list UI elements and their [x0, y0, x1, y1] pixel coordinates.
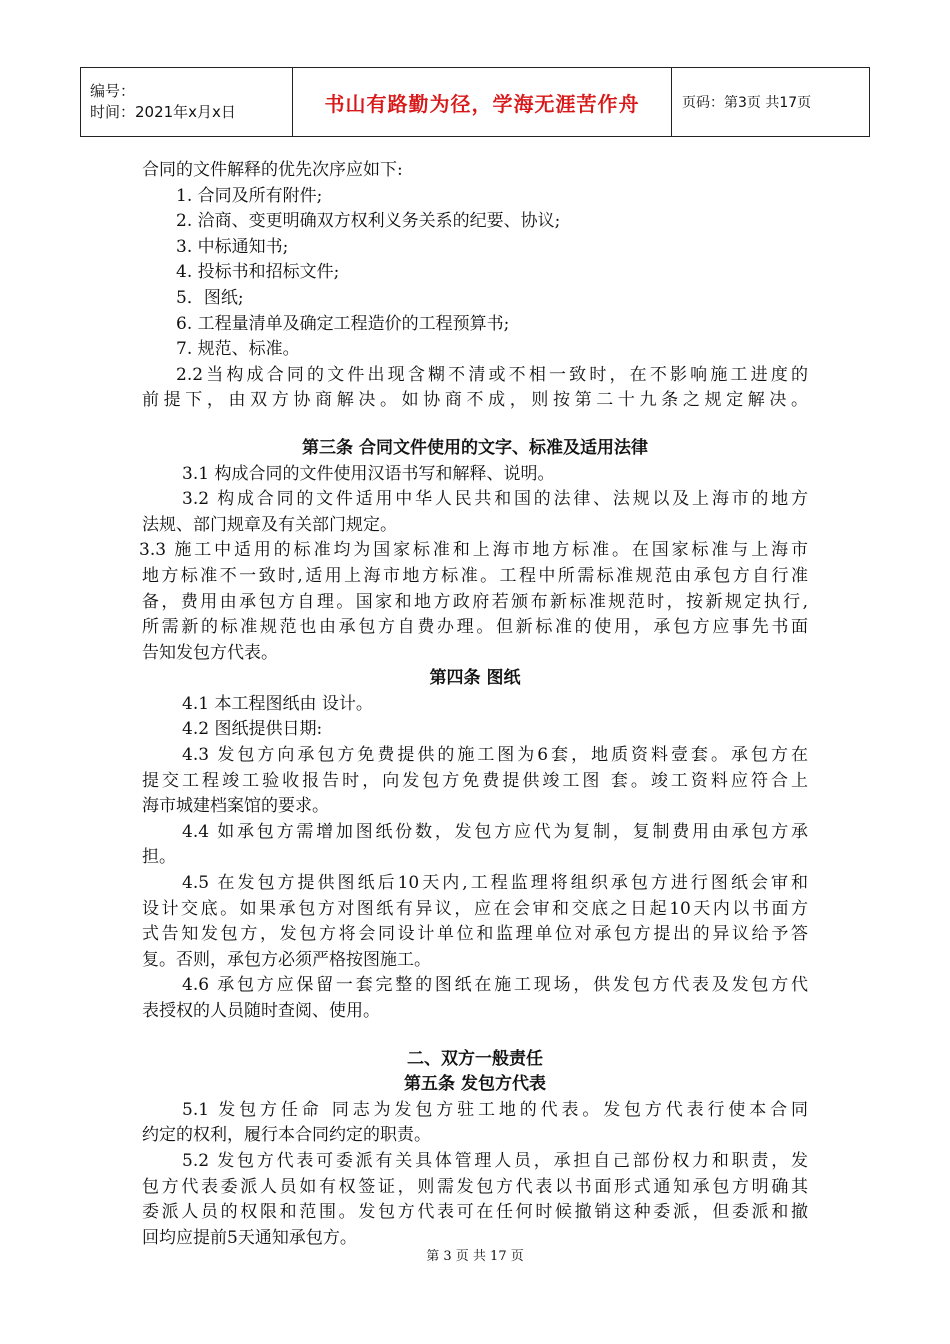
- clause-4-3-line-1: 4.3 发包方向承包方免费提供的施工图为6套，地质资料壹套。承包方在: [182, 745, 808, 766]
- clause-3-2-line-2: 法规、部门规章及有关部门规定。: [142, 514, 397, 535]
- priority-intro: 合同的文件解释的优先次序应如下:: [142, 160, 403, 180]
- page-footer: 第 3 页 共 17 页: [426, 1249, 524, 1264]
- clause-3-3-line-1: 3.3 施工中适用的标准均为国家标准和上海市地方标准。在国家标准与上海市: [139, 540, 808, 561]
- clause-5-2-line-4: 回均应提前5天通知承包方。: [142, 1227, 357, 1248]
- clause-4-4-line-2: 担。: [142, 847, 176, 868]
- clause-5-1-line-2: 约定的权利，履行本合同约定的职责。: [142, 1125, 431, 1146]
- priority-item-2: 2. 洽商、变更明确双方权利义务关系的纪要、协议;: [176, 211, 561, 232]
- clause-3-3-line-3: 备，费用由承包方自理。国家和地方政府若颁布新标准规范时，按新规定执行,: [142, 591, 808, 612]
- clause-5-2-line-3: 委派人员的权限和范围。发包方代表可在任何时候撤销这种委派，但委派和撤: [142, 1202, 808, 1223]
- clause-4-2: 4.2 图纸提供日期:: [182, 719, 323, 740]
- header-meta: [81, 68, 293, 137]
- clause-3-1: 3.1 构成合同的文件使用汉语书写和解释、说明。: [182, 463, 555, 484]
- priority-item-1: 1. 合同及所有附件;: [176, 185, 323, 206]
- article-3-heading: 第三条 合同文件使用的文字、标准及适用法律: [302, 437, 648, 458]
- document-date-label: 时间：2021年x月x日: [90, 103, 236, 121]
- article-4-heading: 第四条 图纸: [429, 668, 521, 689]
- clause-4-5-line-2: 设计交底。如果承包方对图纸有异议，应在会审和交底之日起10天内以书面方: [142, 898, 808, 919]
- clause-4-3-line-2: 提交工程竣工验收报告时，向发包方免费提供竣工图 套。竣工资料应符合上: [142, 770, 808, 791]
- priority-item-6: 6. 工程量清单及确定工程造价的工程预算书;: [176, 313, 510, 334]
- clause-4-5-line-4: 复。否则，承包方必须严格按图施工。: [142, 949, 431, 970]
- clause-3-3-line-2: 地方标准不一致时,适用上海市地方标准。工程中所需标准规范由承包方自行准: [142, 565, 808, 586]
- clause-5-2-line-1: 5.2 发包方代表可委派有关具体管理人员，承担自己部份权力和职责，发: [182, 1150, 808, 1171]
- section-2-heading: 二、双方一般责任: [407, 1048, 543, 1069]
- document-body: [139, 158, 808, 1251]
- clause-2-2-line-2: 前提下，由双方协商解决。如协商不成，则按第二十九条之规定解决。: [142, 390, 808, 411]
- priority-item-4: 4. 投标书和招标文件;: [176, 262, 340, 283]
- priority-item-5: 5．图纸;: [176, 287, 244, 308]
- clause-3-3-line-4: 所需新的标准规范也由承包方自费办理。但新标准的使用，承包方应事先书面: [142, 617, 808, 638]
- article-5-heading: 第五条 发包方代表: [404, 1074, 546, 1095]
- clause-4-6-line-1: 4.6 承包方应保留一套完整的图纸在施工现场，供发包方代表及发包方代: [182, 975, 808, 996]
- clause-5-1-line-1: 5.1 发包方任命 同志为发包方驻工地的代表。发包方代表行使本合同: [182, 1099, 808, 1120]
- clause-3-3-line-5: 告知发包方代表。: [142, 642, 278, 663]
- header-motto: 书山有路勤为径，学海无涯苦作舟: [293, 68, 672, 137]
- clause-2-2-line-1: 2.2当构成合同的文件出现含糊不清或不相一致时，在不影响施工进度的: [176, 364, 808, 385]
- clause-5-2-line-2: 包方代表委派人员如有权签证，则需发包方代表以书面形式通知承包方明确其: [142, 1176, 808, 1197]
- priority-item-3: 3. 中标通知书;: [176, 236, 289, 257]
- clause-4-1: 4.1 本工程图纸由 设计。: [182, 693, 373, 714]
- priority-item-7: 7. 规范、标准。: [176, 339, 300, 360]
- clause-4-5-line-3: 式告知发包方，发包方将会同设计单位和监理单位对承包方提出的异议给予答: [142, 924, 808, 945]
- clause-4-5-line-1: 4.5 在发包方提供图纸后10天内,工程监理将组织承包方进行图纸会审和: [182, 873, 808, 894]
- header-page-label: 页码：第3页 共17页: [672, 68, 870, 137]
- clause-4-6-line-2: 表授权的人员随时查阅、使用。: [142, 1001, 380, 1021]
- page-header: [80, 67, 870, 137]
- clause-4-3-line-3: 海市城建档案馆的要求。: [142, 796, 329, 817]
- document-number-label: 编号：: [90, 82, 136, 100]
- clause-4-4-line-1: 4.4 如承包方需增加图纸份数，发包方应代为复制，复制费用由承包方承: [182, 821, 808, 842]
- clause-3-2-line-1: 3.2 构成合同的文件适用中华人民共和国的法律、法规以及上海市的地方: [182, 489, 808, 510]
